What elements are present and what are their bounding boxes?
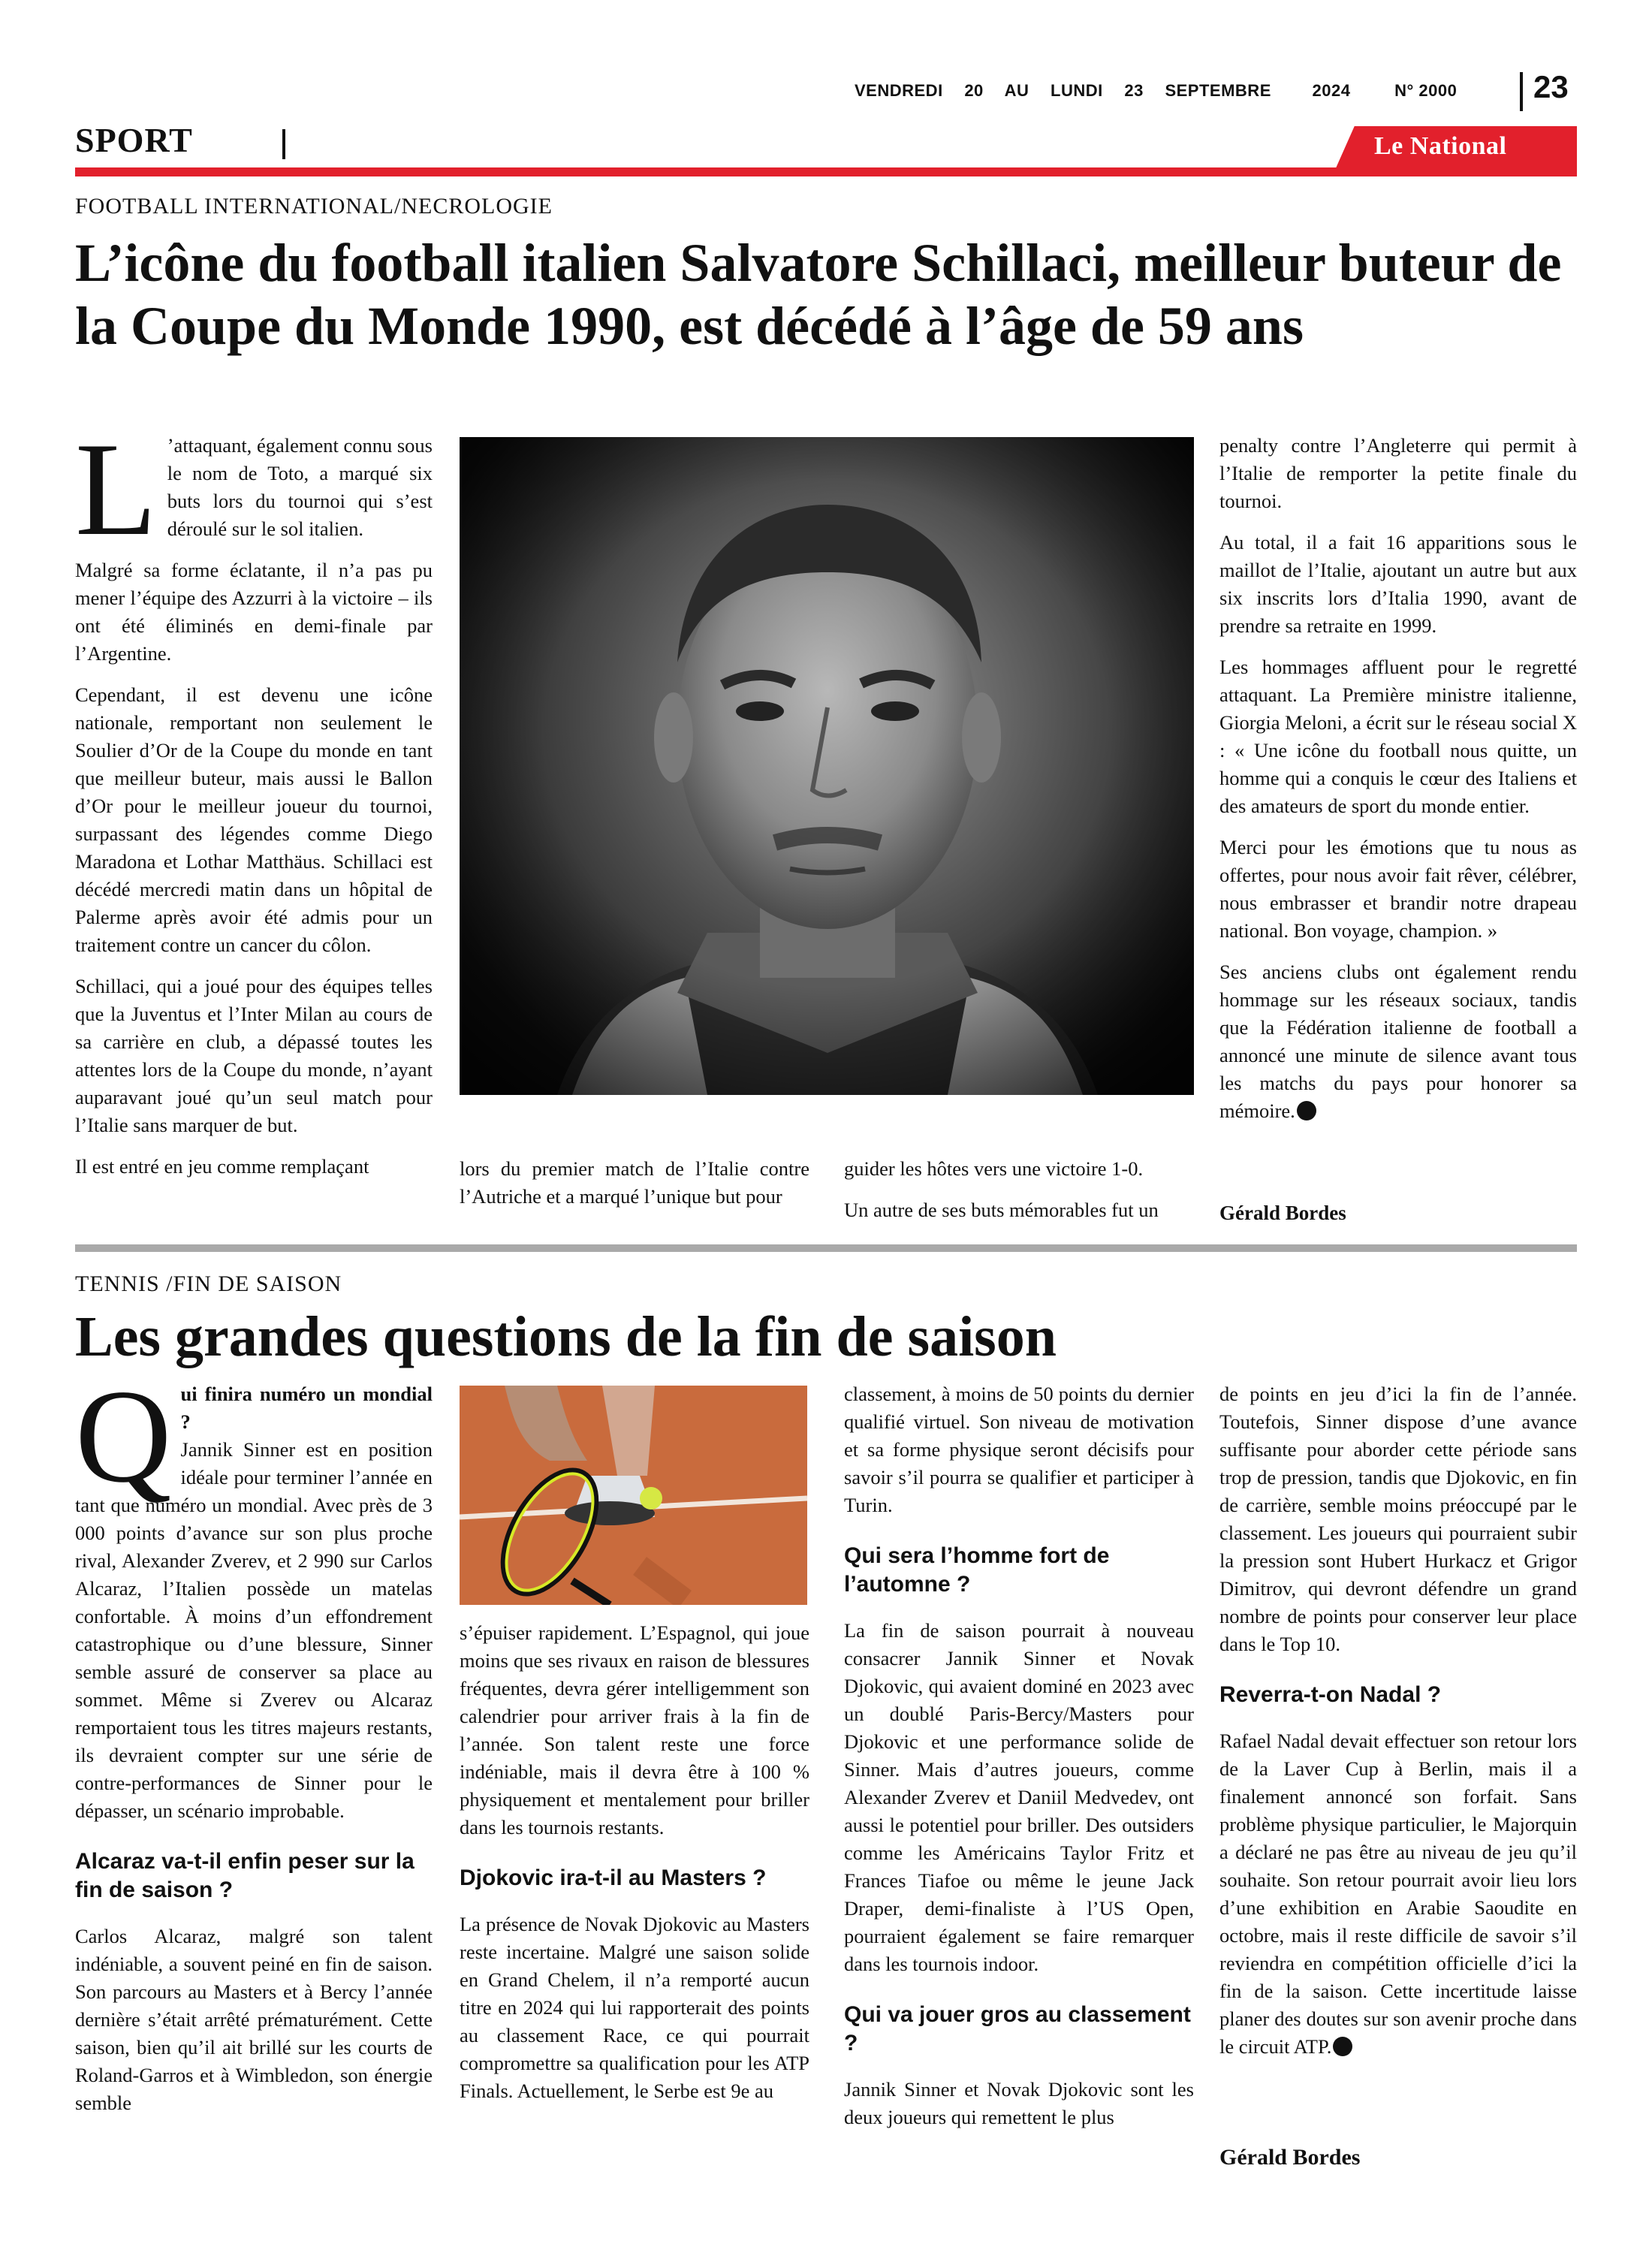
article1-para-2: Malgré sa forme éclatante, il n’a pas pu mener l’équipe des Azzurri à la victoire – ils ont été éliminés en demi-finale par l’Argentine. [75, 559, 433, 665]
article1-para-1-text: ’attaquant, également connu sous le nom de Toto, a marqué six buts lors du tournoi qui s’est déroulé sur le sol italien. [167, 434, 433, 540]
article1-column-2 [460, 1155, 809, 1224]
article2-lead-question: ui finira numéro un mondial ? [180, 1383, 433, 1433]
article1-col4-para-3: Les hommages affluent pour le regretté attaquant. La Première ministre italienne, Giorgia Meloni, a écrit sur le réseau social X : « Une icône du football nous quitte, un homme qui a conquis le cœur des Italiens et des amateurs de sport du monde entier. [1219, 656, 1577, 817]
article2-headline: Les grandes questions de la fin de saison [75, 1305, 1057, 1368]
article1-col2-para: lors du premier match de l’Italie contre l’Autriche et a marqué l’unique but pour [460, 1157, 809, 1208]
issue-number: N° 2000 [1394, 81, 1458, 100]
article2-col3-para-1: classement, à moins de 50 points du dernier qualifié virtuel. Son niveau de motivation et sa forme physique seront décisifs pour savoir s’il pourra se qualifier et participer à Turin. [844, 1383, 1194, 1516]
article1-column-3 [844, 1155, 1194, 1238]
article2-col3-para-2: La fin de saison pourrait à nouveau consacrer Jannik Sinner et Novak Djokovic, qui avaient dominé en 2023 avec un doublé Paris-Bercy/Masters pour Djokovic et une performance solide de Sinner. Mais d’autres joueurs, comme Alexander Zverev et Daniil Medvedev, ont aussi le potentiel pour briller. Des outsiders comme les Américains Taylor Fritz et Frances Tiafoe ou même le jeune Jack Draper, demi-finaliste à l’US Open, pourraient également se faire remarquer dans les tournois indoor. [844, 1619, 1194, 1975]
article1-col4-para-2: Au total, il a fait 16 apparitions sous le maillot de l’Italie, ajoutant un autre but aux six inscrits lors d’Italia 1990, avant de prendre sa retraite en 1999. [1219, 531, 1577, 637]
article1-author: Gérald Bordes [1219, 1202, 1346, 1224]
end-mark-icon [1297, 1101, 1316, 1120]
article2-column-3 [844, 1380, 1194, 2145]
date-au: AU [1004, 81, 1029, 100]
article1-col4-para-1: penalty contre l’Angleterre qui permit à l’Italie de remporter la petite finale du tournoi. [1219, 434, 1577, 512]
article2-author: Gérald Bordes [1219, 2145, 1361, 2170]
article2-dropcap: Q [75, 1362, 172, 1510]
page-number-separator [1520, 72, 1523, 111]
brand-name: Le National [1374, 132, 1507, 160]
date-line [855, 81, 1473, 101]
date-day-end: 23 [1124, 81, 1144, 100]
article1-para-4: Schillaci, qui a joué pour des équipes telles que la Juventus et l’Inter Milan au cours de sa carrière en club, a dépassé toutes les attentes lors de la Coupe du monde, n’ayant auparavant joué qu’un seul match pour l’Italie sans marquer de but. [75, 975, 433, 1136]
article2-subhead-alcaraz: Alcaraz va-t-il enfin peser sur la fin de saison ? [75, 1849, 415, 1902]
article2-kicker: TENNIS /FIN DE SAISON [75, 1271, 342, 1296]
article2-subhead-nadal: Reverra-t-on Nadal ? [1219, 1682, 1442, 1707]
article2-col4-para-2 [1219, 1727, 1577, 2061]
article1-kicker: FOOTBALL INTERNATIONAL/NECROLOGIE [75, 194, 553, 219]
article1-col4-para-5 [1219, 958, 1577, 1125]
article1-para-1 [75, 415, 433, 563]
tennis-illustration [460, 1386, 807, 1605]
portrait-illustration [460, 437, 1194, 1095]
article1-para-3: Cependant, il est devenu une icône nationale, remportant non seulement le Soulier d’Or de la Coupe du monde en tant que meilleur buteur, mais aussi le Ballon d’Or pour le meilleur joueur du tournoi, surpassant des légendes comme Diego Maradona et Lothar Matthäus. Schillaci est décédé mercredi matin dans un hôpital de Palerme après avoir été admis pour un traitement contre un cancer du côlon. [75, 683, 433, 956]
article1-col3-para-1: guider les hôtes vers une victoire 1-0. [844, 1157, 1144, 1180]
date-year: 2024 [1312, 81, 1351, 100]
article2-column-1 [75, 1362, 433, 2131]
article2-subhead-homme-fort: Qui sera l’homme fort de l’automne ? [844, 1543, 1110, 1597]
article2-column-4 [1219, 1380, 1577, 2074]
article2-para-1 [75, 1362, 433, 1825]
article2-col3-para-3: Jannik Sinner et Novak Djokovic sont les deux joueurs qui remettent le plus [844, 2078, 1194, 2128]
article2-col4-para-1: de points en jeu d’ici la fin de l’année. Toutefois, Sinner dispose d’une avance suffisante pour aborder cette période sans trop de pression, tandis que Djokovic, en fin de carrière, semble moins préoccupé par le classement. Les joueurs qui pourraient subir la pression sont Hubert Hurkacz et Grigor Dimitrov, qui devront défendre un grand nombre de points pour conserver leur place dans le Top 10. [1219, 1383, 1577, 1655]
article2-col2-para-1: s’épuiser rapidement. L’Espagnol, qui joue moins que ses rivaux en raison de blessures fréquentes, devra gérer intelligemment son calendrier pour arriver frais à la fin de l’année. Son talent reste une force indéniable, mais il devra être à 100 % physiquement et mentalement pour briller dans les tournois restants. [460, 1621, 809, 1838]
article1-col4-para-4: Merci pour les émotions que tu nous as offertes, pour nous avoir fait rêver, célébrer, nous embrasser et brandir notre drapeau national. Bon voyage, champion. » [1219, 836, 1577, 942]
article1-column-4 [1219, 432, 1577, 1139]
article2-column-2 [460, 1619, 809, 2119]
article1-column-1 [75, 415, 433, 1194]
page-number: 23 [1533, 69, 1569, 104]
article1-para-5: Il est entré en jeu comme remplaçant [75, 1155, 369, 1178]
article1-col4-para-5-text: Ses anciens clubs ont également rendu hommage sur les réseaux sociaux, tandis que la Fédération italienne de football a annoncé une minute de silence avant tous les matchs du pays pour honorer sa mémoire. [1219, 961, 1577, 1122]
schillaci-portrait-photo [460, 437, 1194, 1095]
article1-headline: L’icône du football italien Salvatore Schillaci, meilleur buteur de la Coupe du Monde 1990, est décédé à l’âge de 59 ans [75, 233, 1562, 356]
article1-dropcap: L [75, 415, 157, 563]
date-weekday-end: LUNDI [1051, 81, 1103, 100]
date-weekday: VENDREDI [855, 81, 943, 100]
end-mark-icon-2 [1333, 2037, 1352, 2056]
date-day: 20 [964, 81, 984, 100]
article2-subhead-djokovic: Djokovic ira-t-il au Masters ? [460, 1865, 767, 1890]
article1-col3-para-2: Un autre de ses buts mémorables fut un [844, 1199, 1159, 1221]
article-divider [75, 1244, 1577, 1252]
tennis-player-photo [460, 1386, 807, 1605]
article2-para-1-text: Jannik Sinner est en position idéale pour terminer l’année en tant que numéro un mondial. Avec près de 3 000 points d’avance sur son plus proche rival, Alexander Zverev, et 2 990 sur Carlos Alcaraz, l’Italien possède un matelas confortable. À moins d’un effondrement catastrophique ou d’une blessure, Sinner semble assuré de conserver sa place au sommet. Même si Zverev ou Alcaraz remportaient tous les titres majeurs restants, ils devraient compter sur une série de contre-performances de Sinner pour le dépasser, un scénario improbable. [75, 1438, 433, 1822]
date-month: SEPTEMBRE [1165, 81, 1271, 100]
article2-col2-para-2: La présence de Novak Djokovic au Masters reste incertaine. Malgré une saison solide en Grand Chelem, il n’a remporté aucun titre en 2024 qui lui rapporterait des points au classement Race, ce qui pourrait compromettre sa qualification pour les ATP Finals. Actuellement, le Serbe est 9e au [460, 1913, 809, 2102]
section-label: SPORT [75, 121, 193, 159]
article2-para-alcaraz: Carlos Alcaraz, malgré son talent indéniable, a souvent peiné en fin de saison. Son parcours au Masters et à Bercy l’année dernière s’était arrêté prématurément. Cette saison, bien qu’il ait brillé sur les courts de Roland-Garros et à Wimbledon, son énergie semble [75, 1925, 433, 2114]
section-separator [282, 129, 285, 159]
article2-subhead-classement: Qui va jouer gros au classement ? [844, 2002, 1191, 2055]
article2-col4-para-2-text: Rafael Nadal devait effectuer son retour lors de la Laver Cup à Berlin, mais il a finalement annoncé son forfait. Sans problème physique particulier, le Majorquin a déclaré ne pas être au niveau de jeu qu’il souhaite. Son retour pourrait avoir lieu lors d’une exhibition en Arabie Saoudite en octobre, mais il reste difficile de savoir s’il reviendra en compétition officielle d’ici la fin de la saison. Cette incertitude laisse planer des doutes sur son avenir proche dans le circuit ATP. [1219, 1730, 1577, 2058]
